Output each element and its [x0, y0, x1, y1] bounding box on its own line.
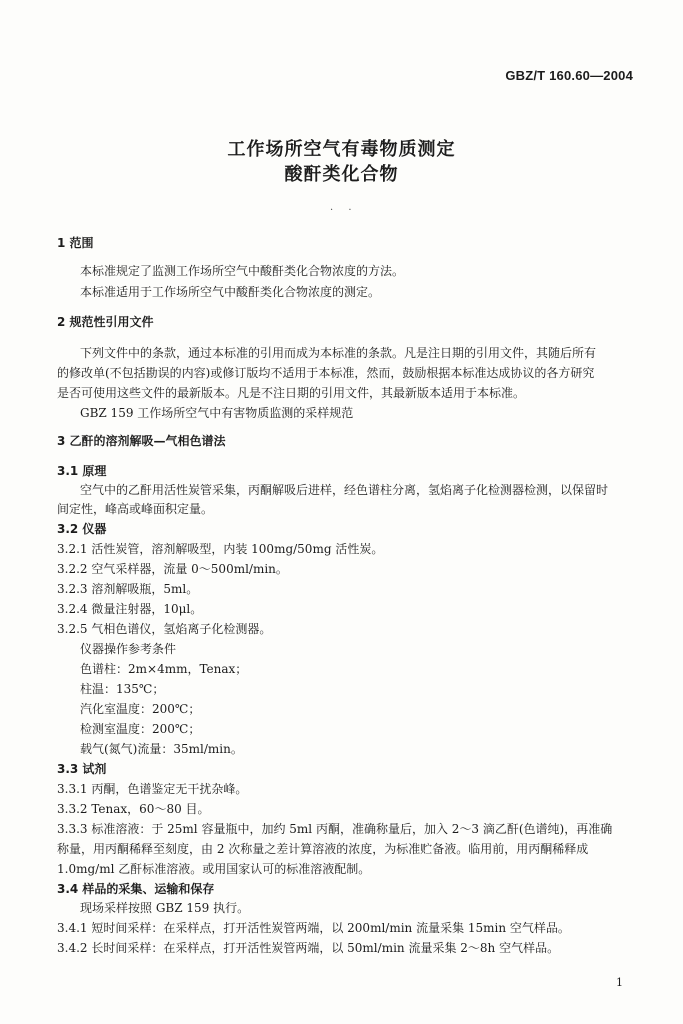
list-item: 3.2.4 微量注射器，10μl。	[57, 602, 203, 616]
paragraph-line: 间定性，峰高或峰面积定量。	[57, 502, 214, 516]
list-item: 色谱柱：2m×4mm，Tenax；	[80, 662, 248, 676]
paragraph-line: 本标准适用于工作场所空气中酸酐类化合物浓度的测定。	[80, 285, 381, 299]
list-item: 3.3.2 Tenax，60～80 目。	[57, 802, 210, 816]
subsection-heading: 3.4 样品的采集、运输和保存	[57, 882, 215, 896]
list-item: 载气(氮气)流量：35ml/min。	[80, 742, 243, 756]
list-item: 检测室温度：200℃；	[80, 722, 201, 736]
list-item: 3.2.5 气相色谱仪，氢焰离子化检测器。	[57, 622, 272, 636]
paragraph-line: 下列文件中的条款，通过本标准的引用而成为本标准的条款。凡是注日期的引用文件，其随后所有	[80, 346, 597, 360]
paragraph-line: 的修改单(不包括勘误的内容)或修订版均不适用于本标准，然而，鼓励根据本标准达成协议的各方研究	[57, 366, 595, 380]
standard-code: GBZ/T 160.60—2004	[505, 68, 633, 83]
list-item: 汽化室温度：200℃；	[80, 702, 201, 716]
list-item: 3.4.2 长时间采样：在采样点，打开活性炭管两端，以 50ml/min 流量采集 2～8h 空气样品。	[57, 941, 560, 955]
subsection-heading: 3.2 仪器	[57, 522, 107, 536]
paragraph-line: 1.0mg/ml 乙酐标准溶液。或用国家认可的标准溶液配制。	[57, 862, 371, 876]
paragraph-line: 本标准规定了监测工作场所空气中酸酐类化合物浓度的方法。	[80, 264, 405, 278]
paragraph-line: 空气中的乙酐用活性炭管采集，丙酮解吸后进样，经色谱柱分离，氢焰离子化检测器检测，以保留时	[80, 483, 609, 497]
document-title-line2: 酸酐类化合物	[284, 164, 399, 185]
list-item: 3.3.3 标准溶液：于 25ml 容量瓶中，加约 5ml 丙酮，准确称量后，加入 2～3 滴乙酐(色谱纯)，再准确	[57, 822, 613, 836]
page-number: 1	[616, 976, 623, 989]
list-item: 柱温：135℃；	[80, 682, 165, 696]
paragraph-line: 现场采样按照 GBZ 159 执行。	[80, 901, 250, 915]
paragraph-line: 是否可使用这些文件的最新版本。凡是不注日期的引用文件，其最新版本适用于本标准。	[57, 386, 526, 400]
list-item: 仪器操作参考条件	[80, 642, 177, 656]
list-item: 3.2.3 溶剂解吸瓶，5ml。	[57, 582, 199, 596]
section-heading-scope: 1 范围	[57, 236, 94, 250]
document-title-line1: 工作场所空气有毒物质测定	[227, 139, 456, 160]
paragraph-line: 称量，用丙酮稀释至刻度，由 2 次称量之差计算溶液的浓度，为标准贮备液。临用前，用丙酮稀释成	[57, 842, 589, 856]
list-item: 3.4.1 短时间采样：在采样点，打开活性炭管两端，以 200ml/min 流量采集 15min 空气样品。	[57, 921, 570, 935]
list-item: 3.2.1 活性炭管，溶剂解吸型，内装 100mg/50mg 活性炭。	[57, 542, 384, 556]
reference-item: GBZ 159 工作场所空气中有害物质监测的采样规范	[80, 406, 354, 420]
scan-dots: · ·	[330, 205, 358, 216]
list-item: 3.3.1 丙酮，色谱鉴定无干扰杂峰。	[57, 782, 248, 796]
section-heading-method: 3 乙酐的溶剂解吸—气相色谱法	[57, 434, 226, 448]
section-heading-references: 2 规范性引用文件	[57, 315, 154, 329]
subsection-heading: 3.3 试剂	[57, 762, 107, 776]
list-item: 3.2.2 空气采样器，流量 0～500ml/min。	[57, 562, 288, 576]
subsection-heading: 3.1 原理	[57, 464, 107, 478]
